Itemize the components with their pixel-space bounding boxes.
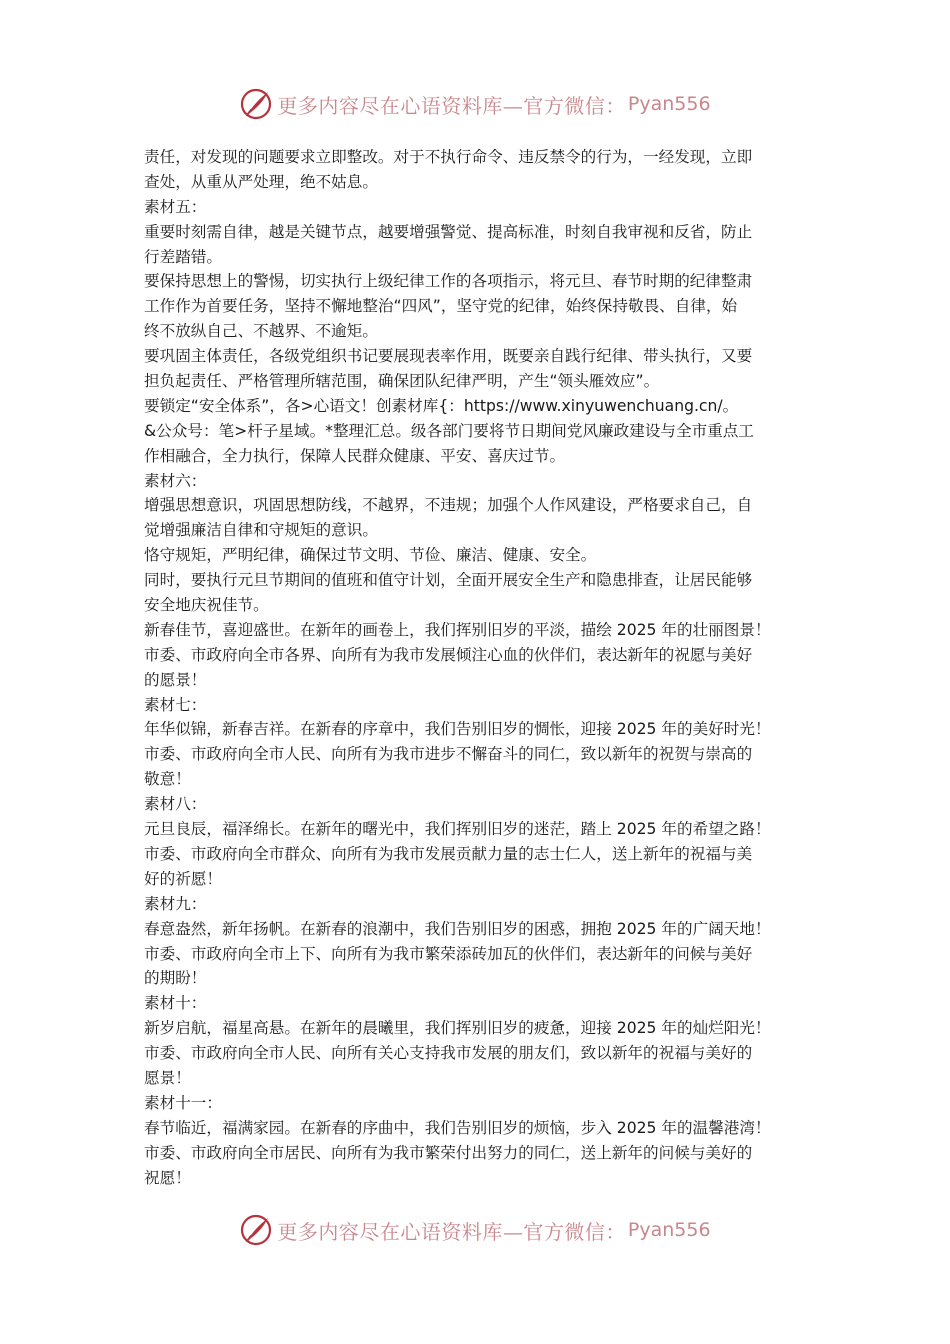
text-line: 素材六： xyxy=(144,471,207,490)
text-line: &公众号：笔>杆子星域。*整理汇总。级各部门要将节日期间党风廉政建设与全市重点工 xyxy=(144,421,754,440)
text-line: 素材五： xyxy=(144,197,207,216)
header-wechat-id: Pyan556 xyxy=(627,93,711,115)
text-line: 同时，要执行元旦节期间的值班和值守计划，全面开展安全生产和隐患排查，让居民能够 xyxy=(144,571,753,590)
text-line: 市委、市政府向全市群众、向所有为我市发展贡献力量的志士仁人，送上新年的祝福与美 xyxy=(144,844,753,863)
text-line: 素材十一： xyxy=(144,1093,222,1112)
text-line: 素材八： xyxy=(144,795,207,814)
text-line: 查处，从重从严处理，绝不姑息。 xyxy=(144,172,378,191)
text-line: 安全地庆祝佳节。 xyxy=(144,596,269,615)
text-line: 市委、市政府向全市居民、向所有为我市繁荣付出努力的同仁，送上新年的问候与美好的 xyxy=(144,1143,753,1162)
text-line: 的愿景！ xyxy=(144,670,207,689)
text-line: 愿景！ xyxy=(144,1068,191,1087)
text-line: 担负起责任、严格管理所辖范围，确保团队纪律严明，产生“领头雁效应”。 xyxy=(144,372,660,391)
text-line: 春节临近，福满家园。在新春的序曲中，我们告别旧岁的烦恼，步入 2025 年的温馨港湾！ xyxy=(144,1118,771,1137)
text-line: 元旦良辰，福泽绵长。在新年的曙光中，我们挥别旧岁的迷茫，踏上 2025 年的希望之路！ xyxy=(144,820,771,839)
footer-banner-text: 更多内容尽在心语资料库—官方微信： xyxy=(277,1219,626,1244)
text-line: 素材十： xyxy=(144,994,207,1013)
footer-wechat-id: Pyan556 xyxy=(627,1219,711,1241)
text-line: 终不放纵自己、不越界、不逾矩。 xyxy=(144,322,378,341)
text-line: 作相融合，全力执行，保障人民群众健康、平安、喜庆过节。 xyxy=(144,446,566,465)
text-line: 素材九： xyxy=(144,894,207,913)
header-banner-text: 更多内容尽在心语资料库—官方微信： xyxy=(277,93,626,118)
text-line: 好的祈愿！ xyxy=(144,869,222,888)
feather-pen-logo-icon xyxy=(239,1213,273,1247)
text-line: 市委、市政府向全市上下、向所有为我市繁荣添砖加瓦的伙伴们，表达新年的问候与美好 xyxy=(144,944,753,963)
header-banner xyxy=(0,82,950,126)
text-line: 市委、市政府向全市人民、向所有为我市进步不懈奋斗的同仁，致以新年的祝贺与崇高的 xyxy=(144,745,753,764)
text-line: 行差踏错。 xyxy=(144,247,222,266)
text-line: 恪守规矩，严明纪律，确保过节文明、节俭、廉洁、健康、安全。 xyxy=(144,546,597,565)
text-line: 重要时刻需自律，越是关键节点，越要增强警觉、提高标准，时刻自我审视和反省，防止 xyxy=(144,222,753,241)
text-line: 年华似锦，新春吉祥。在新春的序章中，我们告别旧岁的惆怅，迎接 2025 年的美好时光！ xyxy=(144,720,771,739)
text-line: 素材七： xyxy=(144,695,207,714)
text-line: 增强思想意识，巩固思想防线，不越界，不违规；加强个人作风建设，严格要求自己，自 xyxy=(144,496,753,515)
text-line: 责任，对发现的问题要求立即整改。对于不执行命令、违反禁令的行为，一经发现，立即 xyxy=(144,148,753,166)
text-line: 要锁定“安全体系”，各>心语文！创素材库{：https://www.xinyuwenchuang.cn/。 xyxy=(144,396,739,415)
text-line: 市委、市政府向全市人民、向所有关心支持我市发展的朋友们，致以新年的祝福与美好的 xyxy=(144,1044,753,1063)
text-line: 敬意！ xyxy=(144,770,191,789)
text-line: 祝愿！ xyxy=(144,1168,191,1187)
document-body xyxy=(144,145,816,1190)
footer-banner xyxy=(0,1208,950,1252)
text-line: 觉增强廉洁自律和守规矩的意识。 xyxy=(144,521,378,540)
text-line: 市委、市政府向全市各界、向所有为我市发展倾注心血的伙伴们，表达新年的祝愿与美好 xyxy=(144,645,753,664)
text-line: 新春佳节，喜迎盛世。在新年的画卷上，我们挥别旧岁的平淡，描绘 2025 年的壮丽图景！ xyxy=(144,620,771,639)
text-line: 工作作为首要任务，坚持不懈地整治“四风”，坚守党的纪律，始终保持敬畏、自律，始 xyxy=(144,297,738,316)
text-line: 要巩固主体责任，各级党组织书记要展现表率作用，既要亲自践行纪律、带头执行，又要 xyxy=(144,347,753,366)
text-line: 新岁启航，福星高悬。在新年的晨曦里，我们挥别旧岁的疲惫，迎接 2025 年的灿烂阳光！ xyxy=(144,1019,771,1038)
text-line: 的期盼！ xyxy=(144,969,207,988)
text-line: 春意盎然，新年扬帆。在新春的浪潮中，我们告别旧岁的困惑，拥抱 2025 年的广阔天地！ xyxy=(144,919,771,938)
text-line: 要保持思想上的警惕，切实执行上级纪律工作的各项指示，将元旦、春节时期的纪律整肃 xyxy=(144,272,753,291)
feather-pen-logo-icon xyxy=(239,87,273,121)
